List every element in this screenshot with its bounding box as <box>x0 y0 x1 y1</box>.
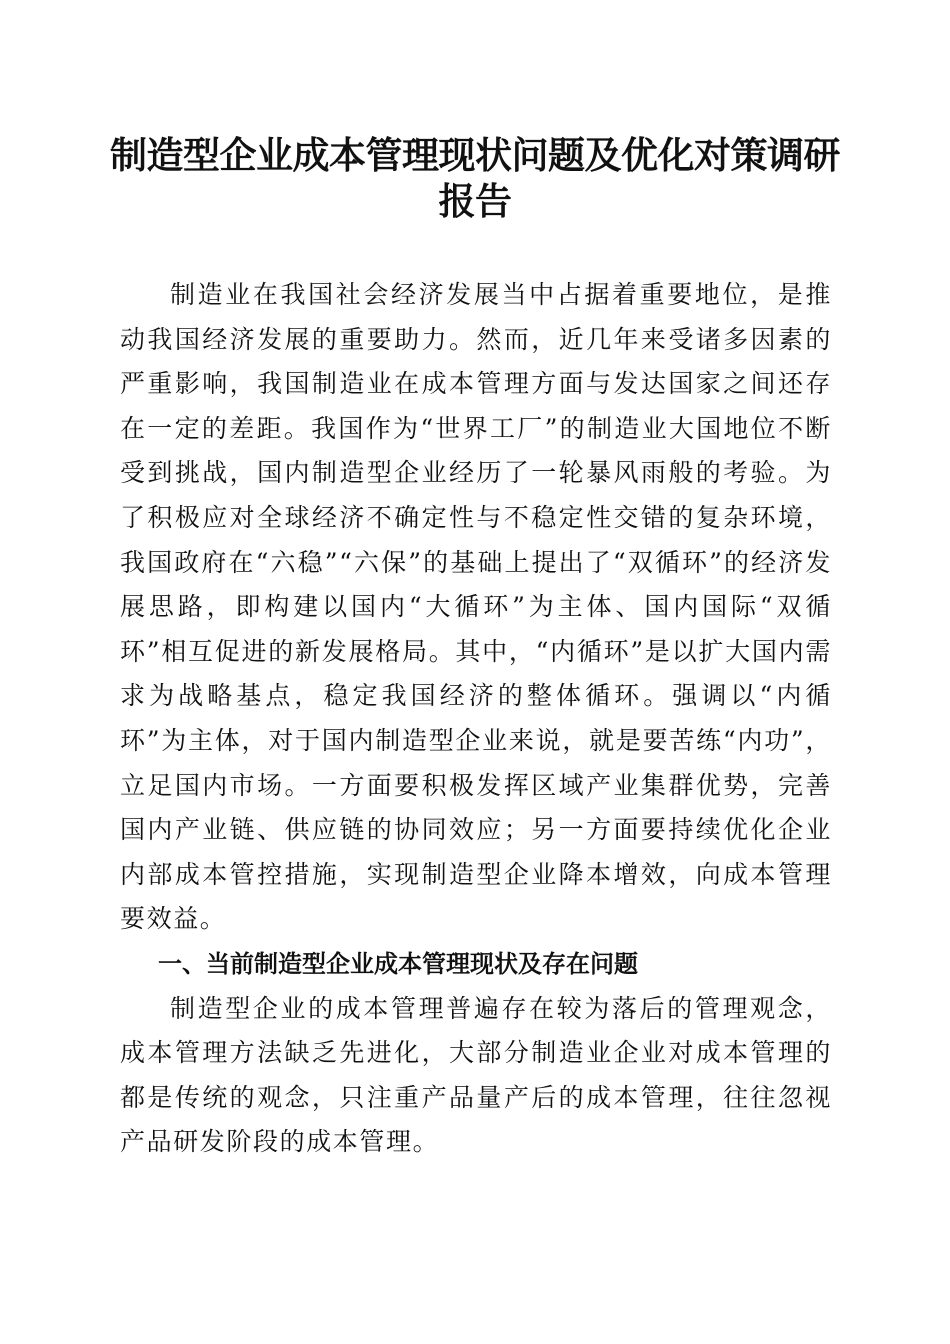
section-paragraph: 制造型企业的成本管理普遍存在较为落后的管理观念，成本管理方法缺乏先进化，大部分制造业企业对成本管理的都是传统的观念，只注重产品量产后的成本管理，往往忽视产品研发阶段的成本管理。 <box>120 993 832 1157</box>
section-heading: 一、当前制造型企业成本管理现状及存在问题 <box>158 949 638 978</box>
document-body <box>120 273 832 1165</box>
intro-paragraph: 制造业在我国社会经济发展当中占据着重要地位，是推动我国经济发展的重要助力。然而，近几年来受诸多因素的严重影响，我国制造业在成本管理方面与发达国家之间还存在一定的差距。我国作为“世界工厂”的制造业大国地位不断受到挑战，国内制造型企业经历了一轮暴风雨般的考验。为了积极应对全球经济不确定性与不稳定性交错的复杂环境，我国政府在“六稳”“六保”的基础上提出了“双循环”的经济发展思路，即构建以国内“大循环”为主体、国内国际“双循环”相互促进的新发展格局。其中，“内循环”是以扩大国内需求为战略基点，稳定我国经济的整体循环。强调以“内循环”为主体，对于国内制造型企业来说，就是要苦练“内功”，立足国内市场。一方面要积极发挥区域产业集群优势，完善国内产业链、供应链的协同效应；另一方面要持续优化企业内部成本管控措施，实现制造型企业降本增效，向成本管理要效益。 <box>120 280 832 934</box>
document-title: 制造型企业成本管理现状问题及优化对策调研报告 <box>110 133 840 223</box>
